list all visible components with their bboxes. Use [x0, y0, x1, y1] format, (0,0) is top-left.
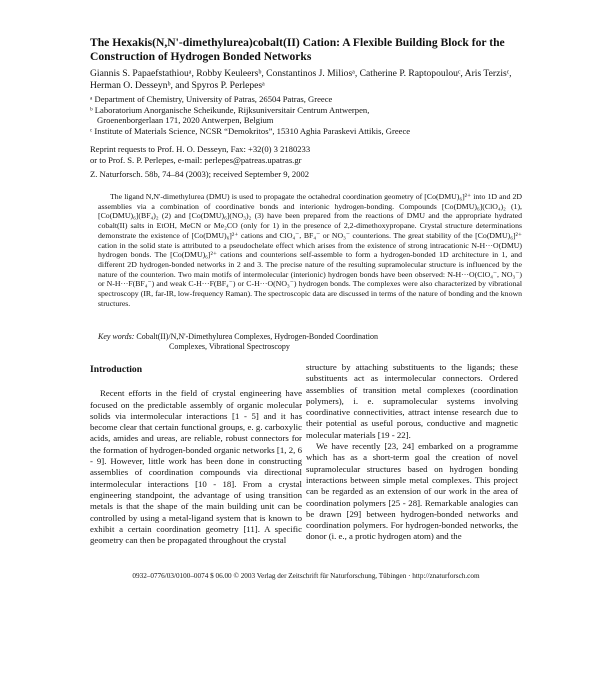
right-column	[306, 362, 518, 543]
copyright-footer: 0932–0776/03/0100–0074 $ 06.00 © 2003 Verlag der Zeitschrift für Naturforschung, Tübingen · http://znaturforsch.com	[132, 572, 480, 580]
keywords-line-1: Cobalt(II)/N,N'-Dimethylurea Complexes, Hydrogen-Bonded Coordination	[136, 332, 378, 341]
affiliation-c: ᶜ Institute of Materials Science, NCSR “Demokritos”, 15310 Aghia Paraskevi Attikis, Greece	[90, 125, 411, 136]
affiliation-b-address: Groenenborgerlaan 171, 2020 Antwerpen, Belgium	[97, 115, 274, 126]
keywords	[98, 332, 522, 352]
keywords-line-2: Complexes, Vibrational Spectroscopy	[169, 342, 290, 351]
intro-paragraph-2: We have recently [23, 24] embarked on a programme which has as a short-term goal the creation of novel supramolecular structures based on hydrogen bonding interactions between simple metal complexes. This project can be regarded as an extension of our work in the area of coordination polymers [25 - 28]. Remarkable analogies can be drawn [29] between hydrogen-bonded networks and coordination polymers. For hydrogen-bonded networks, the donor (i. e., a protic hydrogen atom) and the	[306, 441, 518, 542]
section-heading-introduction: Introduction	[90, 364, 143, 375]
intro-paragraph-1-continued: structure by attaching substituents to the ligands; these substituents act as intermolecular connectors. Ordered assemblies of transition metal complexes (coordination polymers), i. e. supramolecular systems involving coordinative connectivities, attract intense research due to their potential as useful porous, conductive and magnetic molecular materials [19 - 22].	[306, 362, 518, 440]
affiliation-a: ᵃ Department of Chemistry, University of Patras, 26504 Patras, Greece	[90, 94, 333, 104]
abstract-text: The ligand N,N'-dimethylurea (DMU) is used to propagate the octahedral coordination geometry of [Co(DMU)₆]²⁺ into 1D and 2D assemblies via a combination of coordinative bonds and interionic hydrogen-bonding. Compounds [Co(DMU)₆](ClO₄)₂ (1), [Co(DMU)₆](BF₄)₂ (2) and [Co(DMU)₆](NO₃)₂ (3) have been prepared from the reactions of DMU and the appropriate hydrated cobalt(II) salts in EtOH, MeCN or Me₂CO (only for 1) in the presence of 2,2-dimethoxypropane. Crystal structure determinations demonstrate the existence of [Co(DMU)₆]²⁺ cations and ClO₄⁻, BF₄⁻ or NO₃⁻ counterions. The great stability of the [Co(DMU)₆]²⁺ cation in the solid state is attributed to a pseudochelate effect which arises from the existence of strong intracationic N-H···O(DMU) hydrogen bonds. The [Co(DMU)₆]²⁺ cations and counterions self-assemble to form a hydrogen-bonded 1D architecture in 1, and different 2D hydrogen-bonded networks in 2 and 3. The precise nature of the resulting supramolecular structure is influenced by the nature of the counterion. Two main motifs of intermolecular (interionic) hydrogen bonds have been observed: N-H···O(ClO₄⁻, NO₃⁻) or N-H···F(BF₄⁻) and weak C-H···F(BF₄⁻) or C-H···O(NO₃⁻) hydrogen bonds. The complexes were also characterized by vibrational spectroscopy (IR, far-IR, low-frequency Raman). The spectroscopic data are discussed in terms of the nature of bonding and the known structures.	[98, 192, 522, 308]
affiliation-b: ᵇ Laboratorium Anorganische Scheikunde, Rijksuniversitair Centrum Antwerpen,	[90, 104, 370, 115]
abstract	[98, 192, 522, 308]
reprint-line-fax: Reprint requests to Prof. H. O. Desseyn, Fax: +32(0) 3 2180233	[90, 144, 311, 154]
journal-citation: Z. Naturforsch. 58b, 74–84 (2003); received September 9, 2002	[90, 169, 310, 179]
intro-paragraph-1: Recent efforts in the field of crystal engineering have focused on the predictable assembly of organic molecular solids via intermolecular interactions [1 - 5] and it has become clear that certain functional groups, e. g. carboxylic acids, amides and ureas, are reliable, robust connectors for the formation of hydrogen-bonded organic networks [1, 2, 6 - 9]. However, little work has been done in constructing assemblies of coordination compounds via directional intermolecular interactions [10 - 18]. From a crystal engineering standpoint, the advantage of using transition metals is that the shape of the main building unit can be controlled by using a metal-ligand system that is known to exhibit a certain coordination geometry [11]. A specific geometry can then be propagated throughout the crystal	[90, 388, 302, 546]
affiliations	[90, 94, 530, 136]
article-title: The Hexakis(N,N'-dimethylurea)cobalt(II) Cation: A Flexible Building Block for the Construction of Hydrogen Bonded Networks	[90, 36, 505, 63]
keywords-label: Key words:	[98, 332, 135, 341]
reprint-requests	[90, 144, 530, 165]
author-list: Giannis S. Papaefstathiouᵃ, Robby Keuleersᵇ, Constantinos J. Miliosᵃ, Catherine P. Raptopoulouᶜ, Aris Terzisᶜ, Herman O. Desseynᵇ, and Spyros P. Perlepesᵃ	[90, 68, 512, 91]
left-column	[90, 362, 302, 546]
reprint-line-email: or to Prof. S. P. Perlepes, e-mail: perlepes@patreas.upatras.gr	[90, 154, 302, 165]
